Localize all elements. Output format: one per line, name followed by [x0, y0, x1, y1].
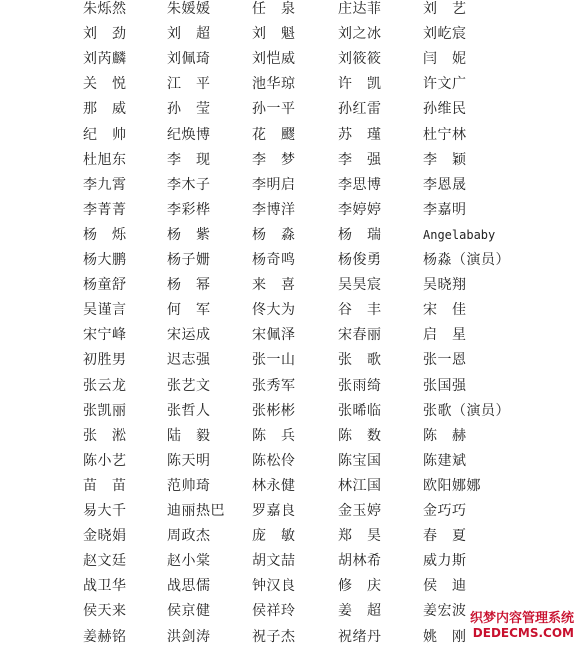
name-cell: 纪 帅 [83, 126, 127, 143]
name-cell: 杨子姗 [167, 252, 211, 268]
name-cell: 金玉婷 [338, 503, 382, 519]
name-cell: 张 淞 [83, 427, 127, 444]
watermark-url: DEDECMS.COM [472, 626, 574, 640]
name-cell: 张凯丽 [83, 402, 127, 419]
name-cell: 张国强 [423, 377, 467, 394]
name-row [0, 223, 580, 248]
name-cell: 许 凯 [338, 76, 382, 93]
name-cell: 李 梦 [252, 151, 296, 168]
name-row [0, 374, 580, 399]
name-cell: 孙一平 [252, 101, 296, 118]
name-cell: 李 强 [338, 151, 382, 168]
name-cell: 孙 莹 [167, 101, 211, 118]
name-row [0, 449, 580, 474]
name-cell: 迟志强 [167, 352, 211, 369]
name-cell: 祝子杰 [252, 628, 296, 645]
name-cell: 杨 瑞 [338, 226, 382, 243]
name-row [0, 524, 580, 549]
name-cell: 李菁菁 [83, 201, 127, 218]
name-cell: 金巧巧 [423, 503, 467, 519]
name-cell: 关 悦 [83, 76, 127, 93]
name-cell: 孙红雷 [338, 101, 382, 118]
name-cell: 金晓娟 [83, 528, 127, 545]
name-row [0, 399, 580, 424]
name-cell: 宋春丽 [338, 327, 382, 344]
name-cell: 李木子 [167, 176, 211, 193]
name-cell: 洪剑涛 [167, 628, 211, 645]
name-cell: 杨 幂 [167, 277, 211, 294]
name-cell: 苗 苗 [83, 477, 127, 494]
name-cell: 宋佩泽 [252, 327, 296, 344]
name-cell: 任 泉 [252, 1, 296, 17]
name-cell: 杨淼（演员） [423, 252, 510, 268]
name-cell: 杨大鹏 [83, 252, 127, 268]
name-cell: 赵文廷 [83, 553, 127, 570]
name-cell: 杨 烁 [83, 226, 127, 243]
name-cell: 胡林希 [338, 553, 382, 570]
name-cell: 侯京健 [167, 603, 211, 620]
name-cell: 初胜男 [83, 352, 127, 369]
name-cell: 朱媛媛 [167, 1, 211, 17]
watermark-logo [462, 607, 574, 645]
name-cell: 张秀军 [252, 377, 296, 394]
name-row [0, 173, 580, 198]
name-row [0, 123, 580, 148]
name-cell: 纪焕博 [167, 126, 211, 143]
name-cell: 易大千 [83, 503, 127, 519]
name-row [0, 348, 580, 373]
name-cell: 李明启 [252, 176, 296, 193]
name-cell: 李彩桦 [167, 201, 211, 218]
name-cell: 张歌（演员） [423, 402, 510, 419]
name-cell: 陈松伶 [252, 452, 296, 469]
name-cell: 庄达菲 [338, 1, 382, 17]
name-row [0, 0, 580, 22]
name-cell: 春 夏 [423, 528, 467, 545]
name-cell: 胡文喆 [252, 553, 296, 570]
name-cell: 李 现 [167, 151, 211, 168]
name-row [0, 499, 580, 524]
name-cell: 张晞临 [338, 402, 382, 419]
name-cell: 池华琼 [252, 76, 296, 93]
name-cell: 李思博 [338, 176, 382, 193]
name-cell: 姜宏波 [423, 603, 467, 620]
name-cell: 江 平 [167, 76, 211, 93]
name-cell: 侯天来 [83, 603, 127, 620]
name-cell: 刘 艺 [423, 1, 467, 17]
name-cell: 刘芮麟 [83, 51, 127, 68]
name-cell: 来 喜 [252, 277, 296, 294]
name-cell: 郑 昊 [338, 528, 382, 545]
name-row [0, 148, 580, 173]
name-cell: 张艺文 [167, 377, 211, 394]
name-row [0, 72, 580, 97]
name-cell: 杨 紫 [167, 226, 211, 243]
name-cell: Angelababy [423, 227, 496, 242]
name-cell: 林江国 [338, 477, 382, 494]
name-cell: 李博洋 [252, 201, 296, 218]
name-cell: 刘 劲 [83, 26, 127, 43]
watermark-title: 织梦内容管理系统 [469, 611, 574, 626]
name-cell: 战卫华 [83, 578, 127, 595]
name-cell: 宋 佳 [423, 302, 467, 319]
name-cell: 花 飂 [252, 126, 296, 143]
name-row [0, 47, 580, 72]
name-cell: 刘恺威 [252, 51, 296, 68]
name-cell: 陈 数 [338, 427, 382, 444]
name-cell: 张哲人 [167, 402, 211, 419]
name-cell: 杨奇鸣 [252, 252, 296, 268]
name-cell: 杜旭东 [83, 151, 127, 168]
name-cell: 李九霄 [83, 176, 127, 193]
name-cell: 李 颖 [423, 151, 467, 168]
name-cell: 陈天明 [167, 452, 211, 469]
name-cell: 侯 迪 [423, 578, 467, 595]
name-cell: 孙维民 [423, 101, 467, 118]
name-cell: 范帅琦 [167, 477, 211, 494]
name-cell: 张彬彬 [252, 402, 296, 419]
name-cell: 侯祥玲 [252, 603, 296, 620]
name-cell: 闫 妮 [423, 51, 467, 68]
name-cell: 迪丽热巴 [167, 503, 225, 519]
name-cell: 姜 超 [338, 603, 382, 620]
name-cell: 启 星 [423, 327, 467, 344]
name-cell: 杜宁林 [423, 126, 467, 143]
name-row [0, 323, 580, 348]
name-cell: 李恩晟 [423, 176, 467, 193]
name-cell: 赵小棠 [167, 553, 211, 570]
name-cell: 杨 淼 [252, 226, 296, 243]
name-cell: 刘屹宸 [423, 26, 467, 43]
name-row [0, 474, 580, 499]
name-cell: 刘之冰 [338, 26, 382, 43]
name-row [0, 97, 580, 122]
name-cell: 吴昊宸 [338, 277, 382, 294]
name-cell: 李嘉明 [423, 201, 467, 218]
name-cell: 那 威 [83, 101, 127, 118]
name-cell: 吴晓翔 [423, 277, 467, 294]
name-cell: 张一山 [252, 352, 296, 369]
name-cell: 罗嘉良 [252, 503, 296, 519]
name-row [0, 273, 580, 298]
name-cell: 林永健 [252, 477, 296, 494]
name-cell: 刘 超 [167, 26, 211, 43]
name-cell: 姚 刚 [423, 628, 467, 645]
name-cell: 谷 丰 [338, 302, 382, 319]
name-cell: 陈 兵 [252, 427, 296, 444]
name-cell: 庞 敏 [252, 528, 296, 545]
name-cell: 佟大为 [252, 302, 296, 319]
name-cell: 周政杰 [167, 528, 211, 545]
name-cell: 张云龙 [83, 377, 127, 394]
name-cell: 陈小艺 [83, 452, 127, 469]
name-cell: 李婷婷 [338, 201, 382, 218]
name-cell: 陈建斌 [423, 452, 467, 469]
name-cell: 张雨绮 [338, 377, 382, 394]
name-row [0, 22, 580, 47]
name-cell: 吴谨言 [83, 302, 127, 319]
name-cell: 钟汉良 [252, 578, 296, 595]
name-cell: 许文广 [423, 76, 467, 93]
name-cell: 陆 毅 [167, 427, 211, 444]
name-cell: 陈 赫 [423, 427, 467, 444]
name-row [0, 424, 580, 449]
name-cell: 苏 瑾 [338, 126, 382, 143]
name-cell: 张一恩 [423, 352, 467, 369]
name-cell: 张 歌 [338, 352, 382, 369]
name-cell: 欧阳娜娜 [423, 477, 481, 494]
name-cell: 祝绪丹 [338, 628, 382, 645]
name-cell: 战思儒 [167, 578, 211, 595]
name-cell: 宋宁峰 [83, 327, 127, 344]
name-cell: 刘佩琦 [167, 51, 211, 68]
name-row [0, 298, 580, 323]
name-cell: 姜赫铭 [83, 628, 127, 645]
name-cell: 刘筱筱 [338, 51, 382, 68]
name-cell: 何 军 [167, 302, 211, 319]
name-row [0, 574, 580, 599]
name-cell: 宋运成 [167, 327, 211, 344]
name-row [0, 549, 580, 574]
name-cell: 威力斯 [423, 553, 467, 570]
name-row [0, 248, 580, 273]
name-cell: 修 庆 [338, 578, 382, 595]
name-row [0, 198, 580, 223]
name-cell: 刘 魁 [252, 26, 296, 43]
name-cell: 杨童舒 [83, 277, 127, 294]
name-cell: 朱烁然 [83, 1, 127, 17]
name-cell: 陈宝国 [338, 452, 382, 469]
name-cell: 杨俊勇 [338, 252, 382, 268]
